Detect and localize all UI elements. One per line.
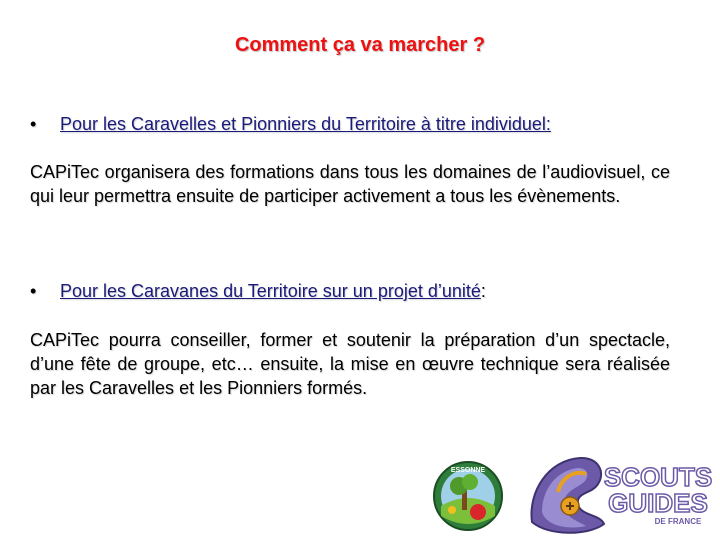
bullet-1	[30, 114, 551, 135]
bullet-marker: •	[30, 281, 37, 301]
essonne-logo	[432, 460, 504, 532]
bullet-2	[30, 281, 486, 302]
essonne-label: ESSONNE	[450, 467, 486, 474]
bullet-1-heading: Pour les Caravelles et Pionniers du Territoire à titre individuel:	[60, 114, 551, 134]
slide-title: Comment ça va marcher ?	[234, 34, 486, 56]
bullet-2-heading-suffix: :	[480, 281, 486, 301]
bullet-marker: •	[30, 114, 37, 134]
bullet-2-paragraph: CAPiTec pourra conseiller, former et soutenir la préparation d’un spectacle, d’une fête de groupe, etc… ensuite, la mise en œuvre technique sera réalisée par les Caravelles et les Pionniers formés.	[30, 330, 670, 398]
scouts-line3: DE FRANCE	[654, 517, 702, 526]
bullet-1-paragraph: CAPiTec organisera des formations dans tous les domaines de l’audiovisuel, ce qui leur permettra ensuite de participer activement a tous les évènements.	[30, 162, 670, 206]
scouts-line1: SCOUTS	[603, 462, 712, 492]
scouts-line2: GUIDES	[608, 488, 708, 518]
bullet-2-heading: Pour les Caravanes du Territoire sur un projet d’unité	[60, 281, 481, 301]
scouts-guides-logo	[528, 452, 712, 536]
